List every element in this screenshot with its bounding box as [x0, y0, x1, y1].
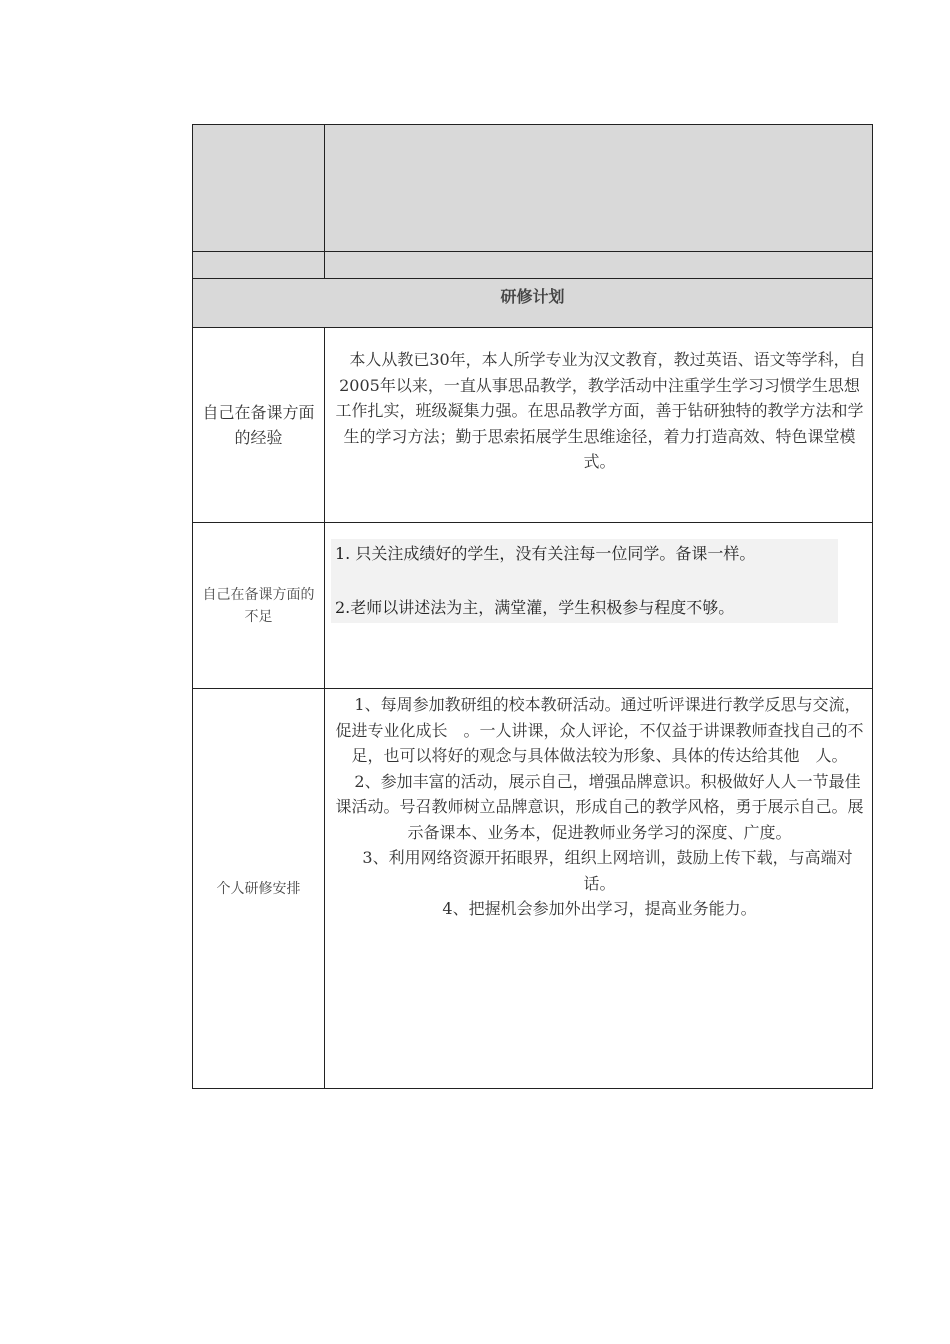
plan-item: 4、把握机会参加外出学习，提高业务能力。 [442, 899, 757, 918]
shortcoming-item: 1. 只关注成绩好的学生，没有关注每一位同学。备课一样。 [335, 544, 756, 563]
plan-table [192, 124, 873, 1089]
section-heading: 研修计划 [500, 287, 565, 306]
shortcomings-label-cell [193, 523, 325, 688]
experience-text: 本人从教已30年，本人所学专业为汉文教育，教过英语、语文等学科，自2005年以来，一直从事思品教学，教学活动中注重学生学习习惯学生思想工作扎实，班级凝集力强。在思品教学方面，善于钻研独特的教学方法和学生的学习方法；勤于思索拓展学生思维途径，着力打造高效、特色课堂模式。 [333, 350, 866, 471]
thin-left-cell [193, 252, 325, 278]
thin-right-cell [325, 252, 872, 278]
experience-label-cell [193, 328, 325, 522]
shortcomings-list [331, 539, 838, 623]
header-left-cell [193, 125, 325, 251]
plan-row [193, 689, 872, 1088]
shortcomings-row [193, 523, 872, 689]
plan-label-cell [193, 689, 325, 1088]
plan-label: 个人研修安排 [216, 880, 301, 897]
header-right-cell [325, 125, 872, 251]
plan-item: 1、每周参加教研组的校本教研活动。通过听评课进行教学反思与交流，促进专业化成长 。一人讲课，众人评论，不仅益于讲课教师查找自己的不足，也可以将好的观念与具体做法较为形象、具体的传达给其他 人。 [335, 695, 864, 765]
header-row-blank [193, 125, 872, 252]
experience-label: 自己在备课方面的经验 [202, 403, 315, 447]
plan-content-cell [325, 689, 872, 1088]
plan-list [325, 689, 872, 922]
section-heading-row [193, 279, 872, 328]
plan-item: 3、利用网络资源开拓眼界，组织上网培训，鼓励上传下载，与高端对话。 [346, 848, 853, 893]
shortcoming-item: 2.老师以讲述法为主，满堂灌，学生积极参与程度不够。 [335, 598, 735, 617]
experience-content-cell [325, 328, 872, 522]
shortcomings-content-cell [325, 523, 872, 688]
shortcomings-label: 自己在备课方面的不足 [202, 586, 315, 625]
thin-row-blank [193, 252, 872, 279]
experience-row [193, 328, 872, 523]
plan-item: 2、参加丰富的活动，展示自己，增强品牌意识。积极做好人人一节最佳课活动。号召教师树立品牌意识，形成自己的教学风格，勇于展示自己。展示备课本、业务本，促进教师业务学习的深度、广度。 [335, 771, 864, 842]
